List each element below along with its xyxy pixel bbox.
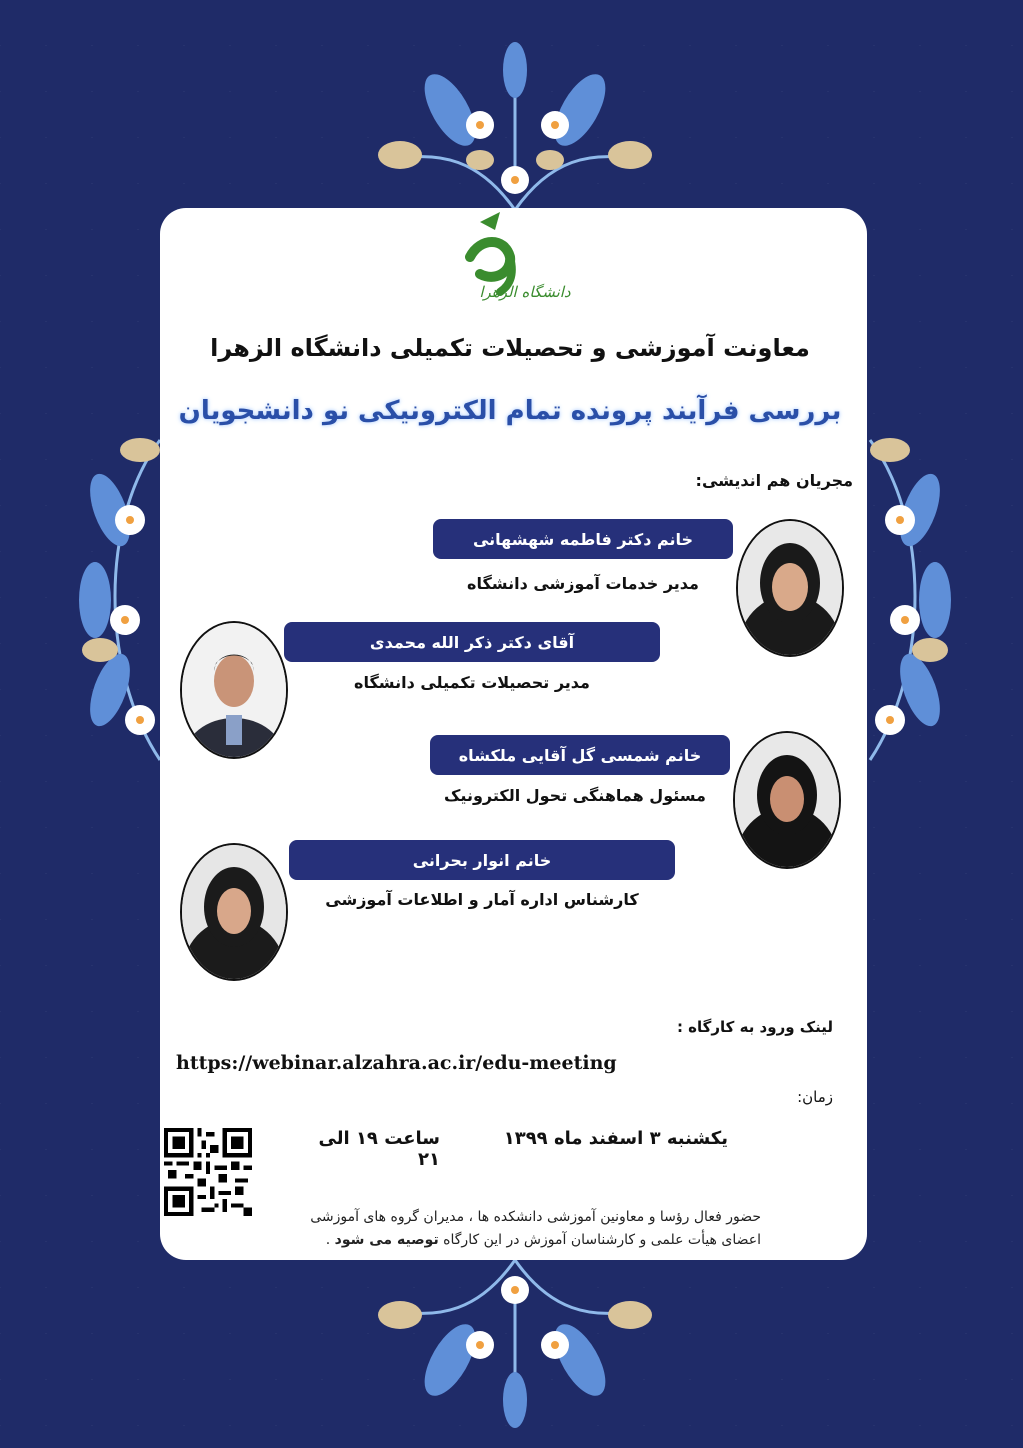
speaker-name-pill [284, 622, 660, 662]
note-text: اعضای هیأت علمی و کارشناسان آموزش در این کارگاه [438, 1232, 761, 1248]
speaker-photo [180, 843, 288, 981]
note-text: . [325, 1232, 335, 1248]
note-line: حضور فعال رؤسا و معاونین آموزشی دانشکده ها ، مدیران گروه های آموزشی [310, 1209, 761, 1225]
note-emphasis: توصیه می شود [334, 1232, 439, 1248]
speaker-role: مدیر خدمات آموزشی دانشگاه [467, 574, 699, 593]
link-label: لینک ورود به کارگاه : [676, 1018, 833, 1036]
floral-ornament-left [40, 420, 170, 780]
speaker-photo [736, 519, 844, 657]
page-title: معاونت آموزشی و تحصیلات تکمیلی دانشگاه الزهرا [210, 334, 810, 362]
time-label: زمان: [797, 1088, 833, 1106]
presenters-heading: مجریان هم اندیشی: [695, 471, 853, 490]
floral-ornament-bottom [330, 1250, 700, 1430]
speaker-name: خانم دکتر فاطمه شهشهانی [472, 529, 694, 549]
floral-ornament-right [860, 420, 990, 780]
speaker-role: مسئول هماهنگی تحول الکترونیک [444, 786, 706, 805]
speaker-name: خانم انوار بحرانی [412, 850, 552, 870]
speaker-name-pill [289, 840, 675, 880]
speaker-photo [180, 621, 288, 759]
webinar-link[interactable]: https://webinar.alzahra.ac.ir/edu-meeting [176, 1052, 617, 1074]
university-logo-text: دانشگاه الزهرا [479, 283, 571, 301]
note-line [201, 1229, 761, 1252]
event-date: یکشنبه ۳ اسفند ماه ۱۳۹۹ [503, 1128, 728, 1149]
speaker-name: خانم شمسی گل آقایی ملکشاه [458, 745, 702, 765]
event-hours: ساعت ۱۹ الی ۲۱ [318, 1128, 440, 1170]
speaker-role: کارشناس اداره آمار و اطلاعات آموزشی [325, 890, 639, 909]
floral-ornament-top [330, 40, 700, 220]
qr-code-icon[interactable] [164, 1128, 252, 1216]
speaker-photo [733, 731, 841, 869]
speaker-role: مدیر تحصیلات تکمیلی دانشگاه [354, 673, 590, 692]
attendance-note [201, 1206, 761, 1252]
speaker-name-pill [433, 519, 733, 559]
speaker-name: آقای دکتر ذکر الله محمدی [369, 632, 575, 652]
page-subtitle: بررسی فرآیند پرونده تمام الکترونیکی نو دانشجویان [178, 396, 842, 426]
speaker-name-pill [430, 735, 730, 775]
